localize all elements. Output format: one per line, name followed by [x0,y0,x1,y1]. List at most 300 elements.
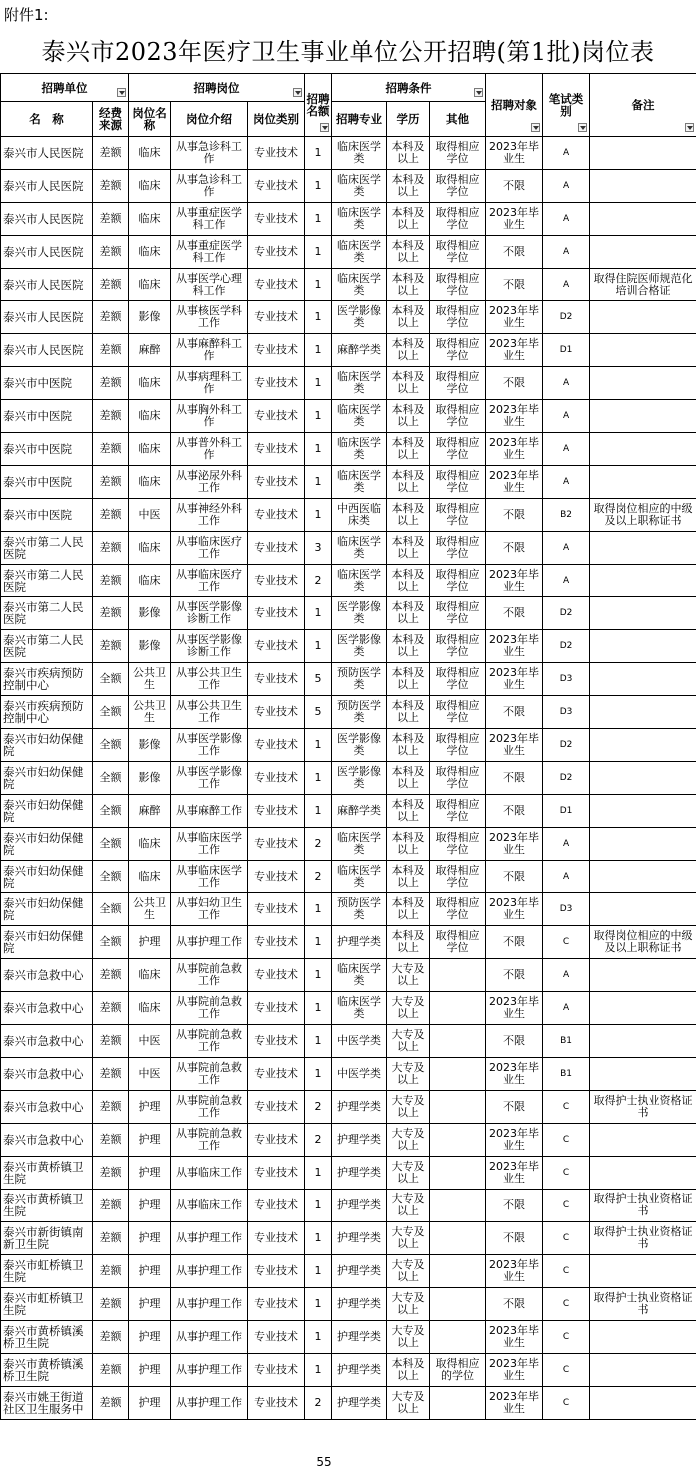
cell-major: 临床医学类 [332,564,387,597]
cell-funding: 全额 [93,893,129,926]
table-row [1,1090,696,1123]
cell-target: 2023年毕业生 [486,827,543,860]
filter-dropdown-icon[interactable] [685,123,694,132]
cell-post-intro: 从事临床医疗工作 [171,564,248,597]
cell-exam-category: C [543,1288,590,1321]
cell-unit-name: 泰兴市虹桥镇卫生院 [1,1288,93,1321]
cell-count: 1 [305,334,332,367]
cell-funding: 差额 [93,992,129,1025]
cell-unit-name: 泰兴市虹桥镇卫生院 [1,1255,93,1288]
cell-count: 1 [305,433,332,466]
cell-post-type: 专业技术 [248,367,305,400]
table-row [1,827,696,860]
cell-remarks [590,1255,696,1288]
cell-remarks [590,597,696,630]
cell-unit-name: 泰兴市妇幼保健院 [1,794,93,827]
cell-other: 取得相应学位 [430,268,486,301]
cell-unit-name: 泰兴市黄桥镇溪桥卫生院 [1,1321,93,1354]
cell-post-name: 公共卫生 [129,893,171,926]
cell-education: 本科及以上 [387,761,430,794]
cell-post-intro: 从事医学心理科工作 [171,268,248,301]
cell-funding: 差额 [93,1189,129,1222]
cell-post-type: 专业技术 [248,1386,305,1419]
cell-target: 2023年毕业生 [486,400,543,433]
cell-post-name: 影像 [129,761,171,794]
cell-education: 本科及以上 [387,433,430,466]
cell-target: 2023年毕业生 [486,1123,543,1156]
cell-exam-category: A [543,268,590,301]
cell-major: 中医学类 [332,1025,387,1058]
cell-remarks [590,729,696,762]
cell-count: 2 [305,1090,332,1123]
cell-post-intro: 从事护理工作 [171,1288,248,1321]
cell-post-intro: 从事临床工作 [171,1156,248,1189]
header-post-intro: 岗位介绍 [171,102,248,137]
cell-exam-category: C [543,1353,590,1386]
cell-post-intro: 从事院前急救工作 [171,1025,248,1058]
cell-post-type: 专业技术 [248,1255,305,1288]
cell-post-name: 护理 [129,1255,171,1288]
cell-count: 1 [305,202,332,235]
cell-remarks [590,531,696,564]
table-row [1,1222,696,1255]
cell-post-name: 影像 [129,729,171,762]
header-post-type: 岗位类别 [248,102,305,137]
table-row [1,465,696,498]
cell-other [430,1288,486,1321]
cell-count: 1 [305,235,332,268]
cell-count: 1 [305,367,332,400]
cell-funding: 差额 [93,630,129,663]
cell-funding: 差额 [93,334,129,367]
cell-funding: 全额 [93,827,129,860]
cell-unit-name: 泰兴市第二人民医院 [1,564,93,597]
cell-post-type: 专业技术 [248,531,305,564]
table-row [1,235,696,268]
cell-remarks [590,1156,696,1189]
cell-exam-category: C [543,926,590,959]
cell-post-intro: 从事胸外科工作 [171,400,248,433]
cell-education: 本科及以上 [387,597,430,630]
cell-other: 取得相应学位 [430,663,486,696]
cell-remarks [590,663,696,696]
cell-funding: 差额 [93,1255,129,1288]
cell-funding: 差额 [93,564,129,597]
cell-education: 大专及以上 [387,1025,430,1058]
cell-unit-name: 泰兴市妇幼保健院 [1,761,93,794]
cell-post-type: 专业技术 [248,1321,305,1354]
page-number: 55 [316,1455,332,1469]
cell-education: 本科及以上 [387,137,430,170]
cell-target: 2023年毕业生 [486,1255,543,1288]
cell-exam-category: A [543,992,590,1025]
cell-exam-category: A [543,860,590,893]
cell-education: 本科及以上 [387,1353,430,1386]
cell-funding: 差额 [93,433,129,466]
cell-education: 本科及以上 [387,926,430,959]
cell-major: 护理学类 [332,1321,387,1354]
table-row [1,169,696,202]
cell-other: 取得相应学位 [430,630,486,663]
cell-unit-name: 泰兴市人民医院 [1,137,93,170]
cell-funding: 差额 [93,531,129,564]
cell-remarks: 取得护士执业资格证书 [590,1090,696,1123]
cell-unit-name: 泰兴市中医院 [1,465,93,498]
cell-funding: 差额 [93,498,129,531]
cell-post-type: 专业技术 [248,761,305,794]
cell-other: 取得相应学位 [430,235,486,268]
cell-other [430,1189,486,1222]
cell-post-type: 专业技术 [248,1189,305,1222]
cell-target: 2023年毕业生 [486,465,543,498]
cell-funding: 差额 [93,202,129,235]
cell-other: 取得相应学位 [430,498,486,531]
cell-count: 1 [305,1353,332,1386]
cell-target: 不限 [486,761,543,794]
cell-post-intro: 从事急诊科工作 [171,169,248,202]
cell-exam-category: A [543,959,590,992]
cell-other: 取得相应学位 [430,761,486,794]
cell-target: 2023年毕业生 [486,1353,543,1386]
cell-remarks [590,992,696,1025]
cell-major: 护理学类 [332,1123,387,1156]
cell-post-type: 专业技术 [248,959,305,992]
table-row [1,498,696,531]
cell-post-intro: 从事护理工作 [171,1353,248,1386]
cell-other [430,992,486,1025]
cell-exam-category: C [543,1255,590,1288]
cell-target: 2023年毕业生 [486,564,543,597]
cell-funding: 差额 [93,1090,129,1123]
cell-post-name: 护理 [129,1222,171,1255]
cell-other: 取得相应学位 [430,827,486,860]
table-row [1,794,696,827]
cell-count: 2 [305,827,332,860]
cell-funding: 差额 [93,137,129,170]
cell-post-type: 专业技术 [248,992,305,1025]
cell-other: 取得相应学位 [430,301,486,334]
cell-count: 5 [305,663,332,696]
cell-remarks [590,301,696,334]
cell-major: 护理学类 [332,1189,387,1222]
filter-dropdown-icon[interactable] [531,123,540,132]
header-remarks[interactable]: 备注 [590,74,696,137]
cell-unit-name: 泰兴市急救中心 [1,1090,93,1123]
table-row [1,893,696,926]
cell-remarks [590,400,696,433]
cell-post-name: 护理 [129,1386,171,1419]
cell-unit-name: 泰兴市中医院 [1,433,93,466]
cell-remarks [590,1386,696,1419]
cell-post-name: 中医 [129,1057,171,1090]
cell-funding: 差额 [93,400,129,433]
cell-count: 1 [305,794,332,827]
cell-education: 本科及以上 [387,235,430,268]
cell-exam-category: C [543,1123,590,1156]
recruitment-table [0,73,696,1420]
cell-post-name: 临床 [129,202,171,235]
cell-count: 1 [305,1189,332,1222]
cell-remarks [590,860,696,893]
cell-education: 本科及以上 [387,268,430,301]
cell-other: 取得相应学位 [430,465,486,498]
cell-funding: 全额 [93,860,129,893]
cell-remarks [590,564,696,597]
cell-unit-name: 泰兴市中医院 [1,400,93,433]
cell-major: 医学影像类 [332,761,387,794]
cell-other: 取得相应学位 [430,926,486,959]
cell-other [430,959,486,992]
cell-target: 不限 [486,1189,543,1222]
cell-post-name: 护理 [129,1353,171,1386]
cell-unit-name: 泰兴市人民医院 [1,235,93,268]
table-row [1,1321,696,1354]
cell-major: 中医学类 [332,1057,387,1090]
table-row [1,531,696,564]
cell-education: 本科及以上 [387,465,430,498]
cell-target: 2023年毕业生 [486,1057,543,1090]
cell-post-name: 中医 [129,1025,171,1058]
cell-count: 1 [305,1057,332,1090]
cell-count: 1 [305,597,332,630]
cell-other [430,1090,486,1123]
cell-remarks [590,827,696,860]
cell-major: 医学影像类 [332,301,387,334]
cell-post-name: 护理 [129,1090,171,1123]
cell-exam-category: D1 [543,794,590,827]
table-row [1,564,696,597]
header-post-group[interactable]: 招聘岗位 [129,74,305,102]
cell-other: 取得相应学位 [430,696,486,729]
filter-dropdown-icon[interactable] [320,123,329,132]
cell-target: 2023年毕业生 [486,893,543,926]
cell-funding: 差额 [93,1057,129,1090]
cell-target: 不限 [486,597,543,630]
cell-post-type: 专业技术 [248,1090,305,1123]
cell-major: 临床医学类 [332,235,387,268]
cell-unit-name: 泰兴市第二人民医院 [1,630,93,663]
cell-count: 1 [305,729,332,762]
cell-education: 本科及以上 [387,564,430,597]
cell-post-name: 临床 [129,827,171,860]
filter-dropdown-icon[interactable] [293,88,302,97]
cell-funding: 差额 [93,1353,129,1386]
filter-dropdown-icon[interactable] [578,123,587,132]
cell-post-type: 专业技术 [248,235,305,268]
cell-unit-name: 泰兴市妇幼保健院 [1,729,93,762]
cell-other [430,1156,486,1189]
filter-dropdown-icon[interactable] [474,88,483,97]
cell-education: 本科及以上 [387,334,430,367]
cell-post-name: 影像 [129,301,171,334]
cell-target: 不限 [486,498,543,531]
cell-post-intro: 从事护理工作 [171,1255,248,1288]
cell-count: 1 [305,992,332,1025]
cell-target: 不限 [486,367,543,400]
header-cond-group[interactable]: 招聘条件 [332,74,486,102]
cell-post-intro: 从事急诊科工作 [171,137,248,170]
cell-post-intro: 从事医学影像诊断工作 [171,630,248,663]
header-exam[interactable]: 笔试类别 [543,74,590,137]
cell-target: 不限 [486,1288,543,1321]
cell-funding: 差额 [93,1222,129,1255]
cell-major: 医学影像类 [332,729,387,762]
header-target[interactable]: 招聘对象 [486,74,543,137]
cell-funding: 差额 [93,1123,129,1156]
cell-target: 2023年毕业生 [486,1156,543,1189]
cell-post-name: 公共卫生 [129,696,171,729]
cell-post-type: 专业技术 [248,860,305,893]
table-row [1,663,696,696]
cell-target: 2023年毕业生 [486,729,543,762]
cell-remarks [590,1025,696,1058]
cell-post-name: 护理 [129,1156,171,1189]
cell-education: 大专及以上 [387,1123,430,1156]
cell-exam-category: D2 [543,301,590,334]
cell-post-type: 专业技术 [248,564,305,597]
table-row [1,761,696,794]
cell-post-intro: 从事院前急救工作 [171,1090,248,1123]
cell-post-name: 中医 [129,498,171,531]
table-row [1,268,696,301]
cell-post-type: 专业技术 [248,729,305,762]
table-row [1,860,696,893]
cell-other: 取得相应学位 [430,597,486,630]
cell-other: 取得相应的学位 [430,1353,486,1386]
cell-major: 护理学类 [332,1353,387,1386]
cell-education: 本科及以上 [387,301,430,334]
cell-count: 1 [305,498,332,531]
cell-remarks [590,1057,696,1090]
cell-target: 不限 [486,169,543,202]
cell-major: 临床医学类 [332,268,387,301]
cell-post-name: 护理 [129,1288,171,1321]
table-row [1,137,696,170]
cell-remarks [590,465,696,498]
cell-major: 临床医学类 [332,367,387,400]
cell-education: 本科及以上 [387,696,430,729]
cell-post-name: 临床 [129,235,171,268]
header-unit-group[interactable]: 招聘单位 [1,74,129,102]
cell-major: 医学影像类 [332,597,387,630]
cell-post-intro: 从事重症医学科工作 [171,202,248,235]
cell-funding: 差额 [93,1321,129,1354]
cell-post-name: 临床 [129,137,171,170]
cell-education: 本科及以上 [387,893,430,926]
cell-target: 不限 [486,1222,543,1255]
cell-post-type: 专业技术 [248,1025,305,1058]
cell-count: 1 [305,893,332,926]
cell-count: 5 [305,696,332,729]
cell-unit-name: 泰兴市急救中心 [1,959,93,992]
cell-education: 本科及以上 [387,729,430,762]
table-row [1,301,696,334]
cell-remarks: 取得住院医师规范化培训合格证 [590,268,696,301]
cell-post-intro: 从事院前急救工作 [171,1123,248,1156]
header-row-1 [1,74,696,102]
cell-funding: 差额 [93,597,129,630]
table-row [1,202,696,235]
cell-major: 临床医学类 [332,137,387,170]
cell-count: 2 [305,1386,332,1419]
cell-unit-name: 泰兴市急救中心 [1,1057,93,1090]
cell-education: 大专及以上 [387,1057,430,1090]
cell-major: 护理学类 [332,926,387,959]
cell-post-intro: 从事麻醉科工作 [171,334,248,367]
cell-education: 大专及以上 [387,959,430,992]
cell-education: 大专及以上 [387,1386,430,1419]
cell-post-type: 专业技术 [248,827,305,860]
cell-other: 取得相应学位 [430,729,486,762]
cell-major: 预防医学类 [332,696,387,729]
table-row [1,1123,696,1156]
cell-remarks [590,959,696,992]
cell-post-name: 临床 [129,531,171,564]
cell-unit-name: 泰兴市疾病预防控制中心 [1,696,93,729]
cell-remarks: 取得护士执业资格证书 [590,1222,696,1255]
cell-remarks [590,794,696,827]
cell-funding: 差额 [93,367,129,400]
attachment-label: 附件1: [4,6,49,24]
cell-target: 2023年毕业生 [486,663,543,696]
header-count[interactable]: 招聘名额 [305,74,332,137]
cell-remarks [590,1353,696,1386]
cell-major: 麻醉学类 [332,334,387,367]
cell-major: 临床医学类 [332,169,387,202]
cell-remarks [590,137,696,170]
cell-post-type: 专业技术 [248,1156,305,1189]
cell-remarks [590,696,696,729]
cell-post-intro: 从事普外科工作 [171,433,248,466]
cell-major: 临床医学类 [332,992,387,1025]
cell-unit-name: 泰兴市妇幼保健院 [1,926,93,959]
cell-unit-name: 泰兴市新街镇南新卫生院 [1,1222,93,1255]
cell-unit-name: 泰兴市急救中心 [1,1025,93,1058]
cell-post-name: 临床 [129,564,171,597]
cell-exam-category: D3 [543,663,590,696]
cell-major: 护理学类 [332,1222,387,1255]
cell-post-type: 专业技术 [248,268,305,301]
cell-remarks [590,169,696,202]
cell-major: 护理学类 [332,1090,387,1123]
cell-post-intro: 从事护理工作 [171,1386,248,1419]
cell-major: 医学影像类 [332,630,387,663]
cell-major: 临床医学类 [332,202,387,235]
cell-target: 不限 [486,696,543,729]
cell-unit-name: 泰兴市第二人民医院 [1,531,93,564]
cell-unit-name: 泰兴市妇幼保健院 [1,827,93,860]
cell-exam-category: D2 [543,630,590,663]
cell-post-type: 专业技术 [248,498,305,531]
cell-major: 临床医学类 [332,465,387,498]
cell-count: 1 [305,1288,332,1321]
filter-dropdown-icon[interactable] [117,88,126,97]
cell-other [430,1321,486,1354]
cell-other: 取得相应学位 [430,334,486,367]
cell-post-type: 专业技术 [248,794,305,827]
cell-exam-category: A [543,433,590,466]
cell-post-name: 影像 [129,597,171,630]
cell-count: 1 [305,465,332,498]
header-post-name: 岗位名称 [129,102,171,137]
table-row [1,1057,696,1090]
cell-post-intro: 从事医学影像诊断工作 [171,597,248,630]
table-row [1,367,696,400]
cell-remarks [590,433,696,466]
cell-other [430,1222,486,1255]
cell-post-intro: 从事妇幼卫生工作 [171,893,248,926]
header-other: 其他 [430,102,486,137]
